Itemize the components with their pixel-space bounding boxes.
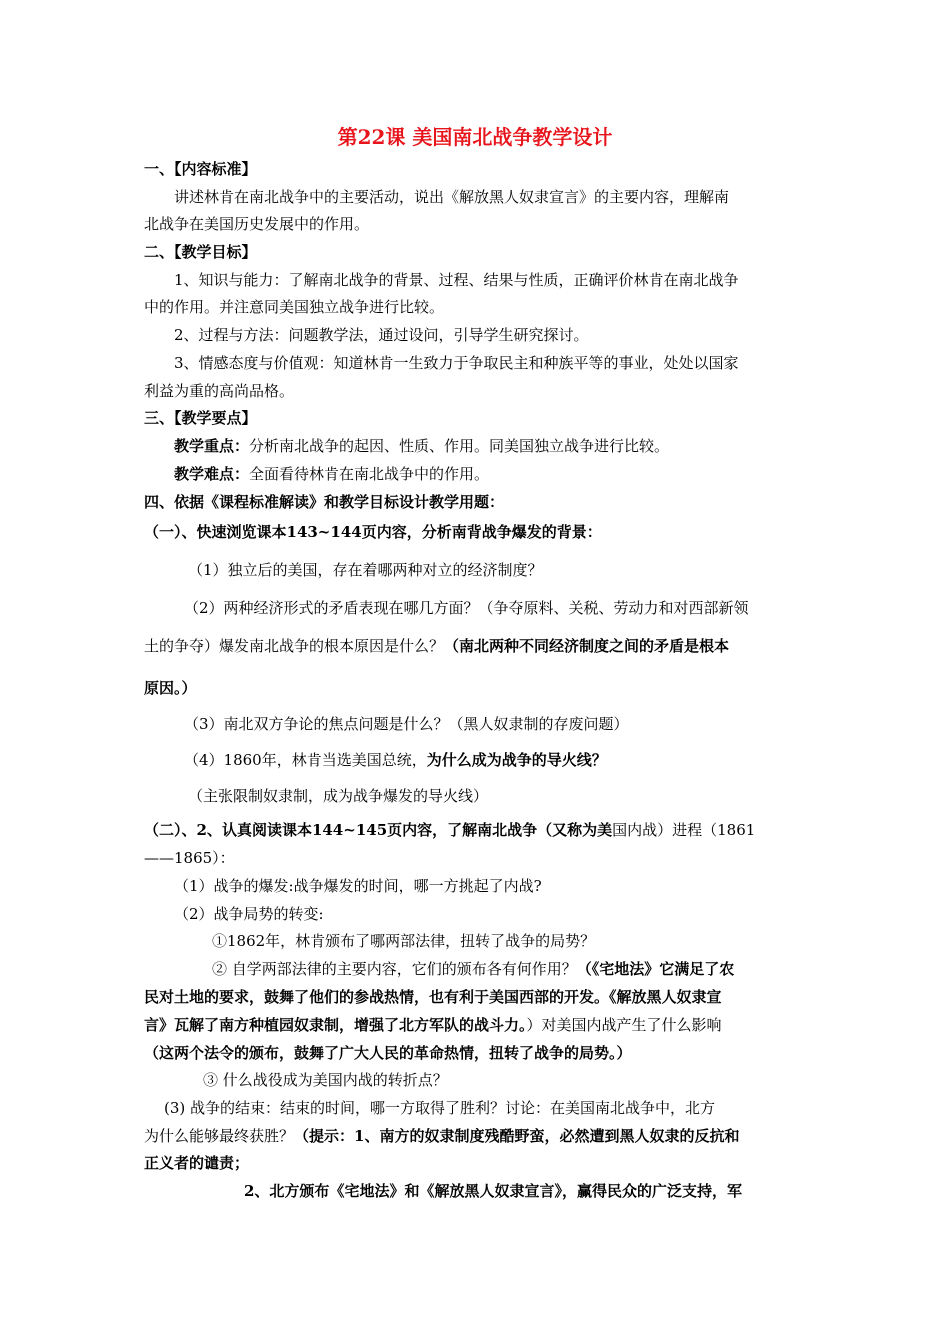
- answer-line: （主张限制奴隶制，成为战争爆发的导火线）: [188, 787, 489, 805]
- question-line: （1）独立后的美国，存在着哪两种对立的经济制度？: [188, 561, 543, 579]
- difficulty-label: 教学难点：: [174, 465, 250, 483]
- question-line: ①1862年，林肯颁布了哪两部法律，扭转了战争的局势？: [212, 932, 596, 950]
- subsection-heading-process: [144, 820, 755, 840]
- question-line: ③ 什么战役成为美国内战的转折点？: [203, 1071, 448, 1089]
- key-point-label: 教学重点：: [174, 437, 250, 455]
- question-line: （2）两种经济形式的矛盾表现在哪几方面？（争夺原料、关税、劳动力和对西部新领: [184, 599, 749, 617]
- question-text: （4）1860年，林肯当选美国总统，: [184, 751, 427, 769]
- question-emphasis: 为什么成为战争的导火线？: [426, 751, 607, 769]
- question-text: 为什么能够最终获胜？: [144, 1127, 295, 1145]
- key-point-line: [174, 436, 669, 456]
- section-heading-question-design: 四、依据《课程标准解读》和教学目标设计教学用题：: [144, 493, 505, 511]
- subsection-heading-background: （一）、快速浏览课本143~144页内容，分析南背战争爆发的背景：: [144, 523, 602, 541]
- question-line: （3）南北双方争论的焦点问题是什么？（黑人奴隶制的存废问题）: [184, 715, 629, 733]
- answer-line: 正义者的谴责；: [144, 1154, 250, 1172]
- answer-text: （《宅地法》它满足了农: [576, 960, 735, 978]
- paragraph-line: 中的作用。并注意同美国独立战争进行比较。: [144, 298, 445, 316]
- paragraph-line: 讲述林肯在南北战争中的主要活动，说出《解放黑人奴隶宣言》的主要内容，理解南: [174, 188, 730, 206]
- question-text: ② 自学两部法律的主要内容，它们的颁布各有何作用？: [212, 960, 577, 978]
- document-title: 第22课 美国南北战争教学设计: [337, 125, 613, 149]
- difficulty-text: 全面看待林肯在南北战争中的作用。: [249, 465, 490, 483]
- subsection-heading-line: ——1865）：: [144, 849, 235, 867]
- section-heading-teaching-goals: 二、【教学目标】: [144, 243, 257, 261]
- paragraph-line: 1、知识与能力：了解南北战争的背景、过程、结果与性质，正确评价林肯在南北战争: [174, 271, 739, 289]
- paragraph-line: 利益为重的高尚品格。: [144, 382, 295, 400]
- subsection-heading-tail: 国内战）进程（1861: [612, 821, 756, 839]
- section-heading-content-standard: 一、【内容标准】: [144, 160, 257, 178]
- answer-line: [144, 1015, 722, 1035]
- difficulty-line: [174, 464, 489, 484]
- subsection-heading-text: （二）、2、认真阅读课本144~145页内容，了解南北战争（又称为美: [144, 821, 613, 839]
- paragraph-line: 2、过程与方法：问题教学法，通过设问，引导学生研究探讨。: [174, 326, 589, 344]
- question-text: ）对美国内战产生了什么影响: [526, 1016, 722, 1034]
- answer-text: （南北两种不同经济制度之间的矛盾是根本: [444, 637, 730, 655]
- question-line: [184, 750, 607, 770]
- answer-text: （提示：1、南方的奴隶制度残酷野蛮，必然遭到黑人奴隶的反抗和: [294, 1127, 740, 1145]
- question-line: （2）战争局势的转变:: [174, 905, 324, 923]
- answer-line: （这两个法令的颁布，鼓舞了广大人民的革命热情，扭转了战争的局势。）: [144, 1044, 632, 1062]
- question-line: （1）战争的爆发:战争爆发的时间，哪一方挑起了内战?: [174, 877, 542, 895]
- paragraph-line: 北战争在美国历史发展中的作用。: [144, 215, 370, 233]
- answer-line: 民对土地的要求，鼓舞了他们的参战热情，也有利于美国西部的开发。《解放黑人奴隶宣: [144, 988, 722, 1006]
- question-line: [144, 636, 729, 656]
- answer-line: 原因。）: [144, 679, 197, 697]
- question-line: (3) 战争的结束：结束的时间，哪一方取得了胜利？讨论：在美国南北战争中，北方: [164, 1099, 716, 1117]
- answer-line: 2、北方颁布《宅地法》和《解放黑人奴隶宣言》，赢得民众的广泛支持，军: [244, 1182, 742, 1200]
- question-text: 土的争夺）爆发南北战争的根本原因是什么？: [144, 637, 445, 655]
- section-heading-teaching-points: 三、【教学要点】: [144, 409, 257, 427]
- paragraph-line: 3、情感态度与价值观：知道林肯一生致力于争取民主和种族平等的事业，处处以国家: [174, 354, 739, 372]
- key-point-text: 分析南北战争的起因、性质、作用。同美国独立战争进行比较。: [249, 437, 670, 455]
- question-line: [144, 1126, 739, 1146]
- answer-text: 言》瓦解了南方种植园奴隶制，增强了北方军队的战斗力。: [144, 1016, 527, 1034]
- question-line: [212, 959, 734, 979]
